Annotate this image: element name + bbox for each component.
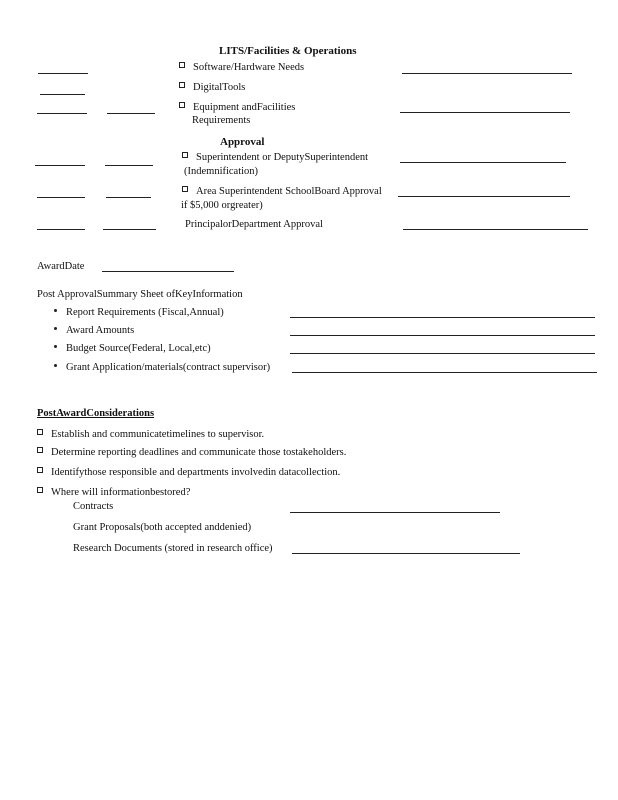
approval-item-principal: PrincipalorDepartment Approval	[185, 219, 323, 230]
date-line[interactable]	[106, 197, 151, 198]
response-line[interactable]	[402, 73, 572, 74]
lits-item-digital	[179, 81, 245, 94]
post-award-title: PostAwardConsiderations	[37, 408, 155, 419]
date-line[interactable]	[103, 229, 156, 230]
lits-item-label: DigitalTools	[193, 82, 246, 93]
lits-section-title: LITS/Facilities & Operations	[219, 45, 357, 57]
approval-item-area-cont: if $5,000 orgreater)	[181, 200, 263, 211]
response-line[interactable]	[290, 512, 500, 513]
signature-line[interactable]	[38, 73, 88, 74]
post-award-item-label: Identifythose responsible and departments involvedin datacollection.	[51, 467, 341, 478]
post-approval-item	[54, 342, 211, 355]
response-line[interactable]	[290, 335, 595, 336]
response-line[interactable]	[290, 353, 595, 354]
post-approval-item-label: Budget Source(Federal, Local,etc)	[66, 343, 211, 354]
response-line[interactable]	[400, 112, 570, 113]
approval-item-label: Superintendent or DeputySuperintendent	[196, 152, 369, 163]
lits-item-software	[179, 61, 304, 74]
post-award-item-label: Establish and communicatetimelines to supervisor.	[51, 429, 265, 440]
response-line[interactable]	[400, 162, 566, 163]
signature-line[interactable]	[37, 229, 85, 230]
post-award-item	[37, 486, 190, 499]
approval-section-title: Approval	[220, 136, 265, 148]
post-approval-item	[54, 361, 270, 374]
signature-line[interactable]	[40, 94, 85, 95]
post-award-item	[37, 428, 264, 441]
approval-item-label: Area Superintendent SchoolBoard Approval	[196, 186, 382, 197]
approval-item-area	[182, 185, 382, 198]
checkbox-icon[interactable]	[182, 186, 188, 192]
response-line[interactable]	[292, 553, 520, 554]
approval-item-superintendent-cont: (Indemnification)	[184, 166, 259, 177]
storage-item-research-documents: Research Documents (stored in research office)	[73, 543, 273, 554]
checkbox-icon[interactable]	[37, 487, 43, 493]
post-award-item	[37, 466, 340, 479]
storage-item-grant-proposals: Grant Proposals(both accepted anddenied)	[73, 522, 252, 533]
checkbox-icon[interactable]	[37, 429, 43, 435]
date-line[interactable]	[107, 113, 155, 114]
checkbox-icon[interactable]	[37, 447, 43, 453]
signature-line[interactable]	[37, 113, 87, 114]
post-approval-item	[54, 306, 224, 319]
post-approval-item-label: Grant Application/materials(contract supervisor)	[66, 362, 271, 373]
storage-item-contracts: Contracts	[73, 501, 114, 512]
post-approval-item-label: Award Amounts	[66, 325, 135, 336]
signature-line[interactable]	[35, 165, 85, 166]
lits-item-equipment-cont: Requirements	[192, 115, 251, 126]
checkbox-icon[interactable]	[179, 102, 185, 108]
response-line[interactable]	[403, 229, 588, 230]
checkbox-icon[interactable]	[179, 62, 185, 68]
post-award-item-label: Where will informationbestored?	[51, 487, 191, 498]
checkbox-icon[interactable]	[179, 82, 185, 88]
response-line[interactable]	[290, 317, 595, 318]
bullet-icon	[54, 327, 57, 330]
response-line[interactable]	[398, 196, 570, 197]
bullet-icon	[54, 309, 57, 312]
post-award-item-label: Determine reporting deadlines and communicate those tostakeholders.	[51, 447, 347, 458]
award-date-field[interactable]	[102, 271, 234, 272]
post-approval-item	[54, 324, 134, 337]
checkbox-icon[interactable]	[37, 467, 43, 473]
approval-item-superintendent	[182, 151, 368, 164]
post-award-item	[37, 446, 346, 459]
bullet-icon	[54, 364, 57, 367]
lits-item-label: Software/Hardware Needs	[193, 62, 305, 73]
signature-line[interactable]	[37, 197, 85, 198]
post-approval-title: Post ApprovalSummary Sheet ofKeyInformation	[37, 289, 243, 300]
response-line[interactable]	[292, 372, 597, 373]
date-line[interactable]	[105, 165, 153, 166]
award-date-label: AwardDate	[37, 261, 85, 272]
post-approval-item-label: Report Requirements (Fiscal,Annual)	[66, 307, 224, 318]
checkbox-icon[interactable]	[182, 152, 188, 158]
lits-item-label: Equipment andFacilities	[193, 102, 296, 113]
lits-item-equipment	[179, 101, 295, 114]
bullet-icon	[54, 345, 57, 348]
